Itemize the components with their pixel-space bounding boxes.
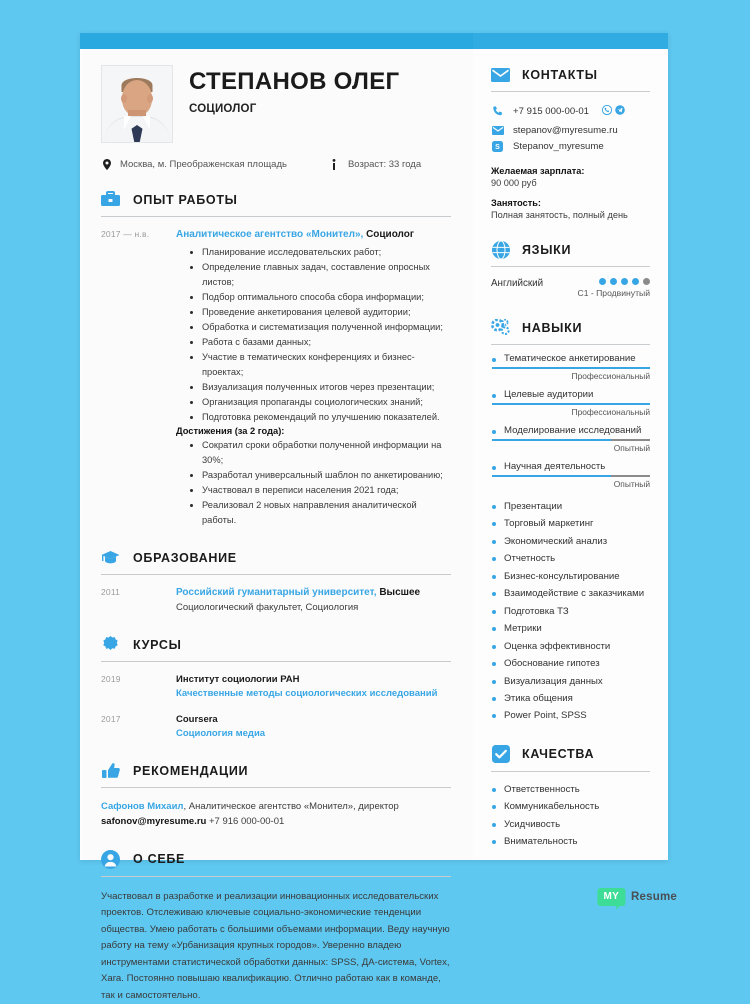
rating-dot — [632, 278, 639, 285]
svg-text:S: S — [495, 144, 500, 151]
divider — [101, 876, 451, 877]
education-org[interactable]: Российский гуманитарный университет, — [176, 587, 377, 599]
contact-row-skype[interactable] — [491, 141, 650, 152]
section-title-skills: НАВЫКИ — [522, 320, 583, 335]
rating-dot — [610, 278, 617, 285]
language-level: C1 - Продвинутый — [577, 288, 650, 298]
whatsapp-icon[interactable] — [602, 102, 612, 120]
divider — [101, 574, 451, 575]
list-item: Торговый маркетинг — [491, 515, 650, 532]
user-circle-icon — [101, 850, 120, 869]
experience-entry — [101, 228, 451, 528]
topbar-left — [80, 33, 473, 49]
skill-bar-fill — [492, 439, 611, 441]
experience-achievements — [176, 438, 451, 528]
skill-rated — [491, 461, 650, 489]
resume-page — [80, 33, 668, 1001]
skill-bar — [492, 367, 650, 369]
list-item: Оценка эффективности — [491, 638, 650, 655]
skill-level: Опытный — [613, 479, 650, 489]
list-item: Участие в тематических конференциях и бизнес-проектах; — [176, 350, 451, 380]
divider — [491, 344, 650, 345]
info-icon — [329, 159, 340, 170]
list-item: Разработал универсальный шаблон по анкетированию; — [176, 468, 451, 483]
phone-icon — [491, 106, 504, 117]
skype-icon — [491, 141, 504, 152]
section-recommendations — [101, 761, 451, 830]
logo-word: Resume — [631, 891, 677, 903]
qualities-list — [491, 781, 650, 851]
course-date: 2017 — [101, 713, 121, 724]
skill-name: Тематическое анкетирование — [491, 353, 650, 364]
skill-bar — [492, 403, 650, 405]
education-detail: Социологический факультет, Социология — [176, 601, 359, 613]
divider — [491, 266, 650, 267]
list-item: Обработка и систематизация полученной информации; — [176, 320, 451, 335]
divider — [101, 216, 451, 217]
age-item — [329, 159, 421, 170]
section-title-languages: ЯЗЫКИ — [522, 242, 572, 257]
employment-value: Полная занятость, полный день — [491, 210, 628, 220]
recommender-phone: +7 916 000-00-01 — [209, 816, 285, 828]
skills-plain-list — [491, 498, 650, 725]
contact-skype: Stepanov_myresume — [513, 141, 604, 152]
list-item: Подготовка рекомендаций по улучшению показателей. — [176, 410, 451, 425]
location-text: Москва, м. Преображенская площадь — [120, 159, 287, 170]
education-entry — [101, 586, 451, 615]
skill-rated — [491, 389, 650, 417]
course-entry — [101, 673, 451, 702]
course-org: Coursera — [176, 713, 218, 725]
language-item — [491, 278, 650, 298]
recommender-company: , Аналитическое агентство «Монител», директор — [183, 801, 399, 813]
divider — [491, 91, 650, 92]
section-experience — [101, 190, 451, 528]
experience-position: Социолог — [366, 229, 415, 240]
experience-date: 2017 — н.в. — [101, 229, 150, 239]
section-about — [101, 850, 451, 1004]
section-title-about: О СЕБЕ — [133, 852, 186, 867]
section-title-recommendations: РЕКОМЕНДАЦИИ — [133, 763, 249, 778]
list-item: Реализовал 2 новых направления аналитической работы. — [176, 498, 451, 528]
skill-rated — [491, 425, 650, 453]
badge-icon — [101, 635, 120, 654]
skill-bar-fill — [492, 367, 650, 369]
section-contacts — [491, 65, 650, 220]
profile-meta — [101, 159, 451, 170]
avatar — [101, 65, 173, 143]
section-title-contacts: КОНТАКТЫ — [522, 67, 598, 82]
logo-mark: MY — [597, 888, 625, 906]
list-item: Определение главных задач, составление опросных листов; — [176, 260, 451, 290]
section-skills — [491, 318, 650, 725]
course-name[interactable]: Социология медиа — [176, 727, 266, 739]
globe-icon — [491, 240, 510, 259]
list-item: Сократил сроки обработки полученной информации на 30%; — [176, 438, 451, 468]
education-date: 2011 — [101, 587, 121, 598]
course-name[interactable]: Качественные методы социологических исследований — [176, 688, 438, 700]
employment-label: Занятость: — [491, 198, 541, 208]
gears-icon — [491, 318, 510, 337]
job-title: СОЦИОЛОГ — [189, 103, 257, 116]
section-education — [101, 548, 451, 615]
language-rating — [577, 278, 650, 285]
list-item: Организация пропаганды социологических знаний; — [176, 395, 451, 410]
section-languages — [491, 240, 650, 298]
list-item: Ответственность — [491, 781, 650, 798]
section-title-courses: КУРСЫ — [133, 637, 182, 652]
list-item: Взаимодействие с заказчиками — [491, 585, 650, 602]
skill-level: Профессиональный — [571, 407, 650, 417]
list-item: Планирование исследовательских работ; — [176, 245, 451, 260]
contact-row-email[interactable] — [491, 125, 650, 136]
skill-name: Научная деятельность — [491, 461, 650, 472]
envelope-icon — [491, 65, 510, 84]
skill-bar — [492, 439, 650, 441]
recommender-name[interactable]: Сафонов Михаил — [101, 801, 184, 813]
achievements-label: Достижения (за 2 года): — [176, 426, 285, 437]
section-title-qualities: КАЧЕСТВА — [522, 747, 595, 762]
recommender-email[interactable]: safonov@myresume.ru — [101, 816, 207, 828]
experience-org[interactable]: Аналитическое агентство «Монител», — [176, 229, 364, 240]
rating-dot-empty — [643, 278, 650, 285]
contact-phone: +7 915 000-00-01 — [513, 105, 590, 117]
course-date: 2019 — [101, 674, 121, 685]
contact-row-phone[interactable] — [491, 102, 650, 120]
salary-block — [491, 166, 650, 188]
divider — [101, 661, 451, 662]
skill-name: Целевые аудитории — [491, 389, 650, 400]
skill-level: Опытный — [613, 443, 650, 453]
mail-icon — [491, 126, 504, 135]
skill-name: Моделирование исследований — [491, 425, 650, 436]
list-item: Работа с базами данных; — [176, 335, 451, 350]
telegram-icon[interactable] — [615, 102, 625, 120]
age-text: Возраст: 33 года — [347, 159, 422, 170]
profile-header — [101, 65, 451, 143]
employment-block — [491, 198, 650, 220]
language-name: Английский — [491, 278, 544, 289]
checkbox-icon — [491, 745, 510, 764]
skill-bar — [492, 475, 650, 477]
list-item: Power Point, SPSS — [491, 707, 650, 724]
about-text: Участвовал в разработке и реализации инновационных исследовательских проектов. Отслеживаю ключевые социально-экономические тенденции общества. Умею работать с большими объемами информации. Веду научную работу на тему «Урбанизация крупных городов». Уверенно владею инструментами статистической обработки данных: SPSS, ДА-система, Vortex, Xara. Постоянно повышаю квалификацию. Отлично работаю как в команде, так и самостоятельно. — [101, 890, 450, 1001]
list-item: Подбор оптимального способа сбора информации; — [176, 290, 451, 305]
footer-logo[interactable] — [597, 888, 677, 906]
topbar-right — [473, 33, 668, 49]
skill-bar-fill — [492, 475, 611, 477]
list-item: Бизнес-консультирование — [491, 568, 650, 585]
sidebar — [473, 49, 668, 860]
rating-dot — [621, 278, 628, 285]
page-title: СТЕПАНОВ ОЛЕГ — [189, 68, 400, 95]
course-entry — [101, 713, 451, 742]
skill-bar-fill — [492, 403, 650, 405]
graduation-cap-icon — [101, 548, 120, 567]
list-item: Усидчивость — [491, 816, 650, 833]
section-title-education: ОБРАЗОВАНИЕ — [133, 550, 237, 565]
list-item: Экономический анализ — [491, 533, 650, 550]
main-column — [83, 49, 473, 1001]
section-courses — [101, 635, 451, 741]
list-item: Коммуникабельность — [491, 798, 650, 815]
list-item: Метрики — [491, 620, 650, 637]
thumbs-up-icon — [101, 761, 120, 780]
experience-duties — [176, 245, 451, 426]
course-org: Институт социологии РАН — [176, 674, 300, 686]
map-pin-icon — [101, 159, 112, 170]
list-item: Участвовал в переписи населения 2021 года; — [176, 483, 451, 498]
salary-value: 90 000 руб — [491, 178, 537, 188]
list-item: Подготовка ТЗ — [491, 603, 650, 620]
divider — [491, 771, 650, 772]
page-topbar — [80, 33, 668, 49]
list-item: Обоснование гипотез — [491, 655, 650, 672]
list-item: Презентации — [491, 498, 650, 515]
rating-dot — [599, 278, 606, 285]
skill-rated — [491, 353, 650, 381]
briefcase-icon — [101, 190, 120, 209]
list-item: Визуализация данных — [491, 673, 650, 690]
skill-level: Профессиональный — [571, 371, 650, 381]
list-item: Этика общения — [491, 690, 650, 707]
section-qualities — [491, 745, 650, 851]
list-item: Внимательность — [491, 833, 650, 850]
list-item: Отчетность — [491, 550, 650, 567]
salary-label: Желаемая зарплата: — [491, 166, 585, 176]
list-item: Визуализация полученных итогов через презентации; — [176, 380, 451, 395]
divider — [101, 787, 451, 788]
recommendation-entry — [101, 799, 451, 830]
contact-email: stepanov@myresume.ru — [513, 125, 618, 136]
list-item: Проведение анкетирования целевой аудитории; — [176, 305, 451, 320]
section-title-experience: ОПЫТ РАБОТЫ — [133, 192, 238, 207]
education-degree: Высшее — [379, 587, 421, 599]
location-item — [101, 159, 287, 170]
